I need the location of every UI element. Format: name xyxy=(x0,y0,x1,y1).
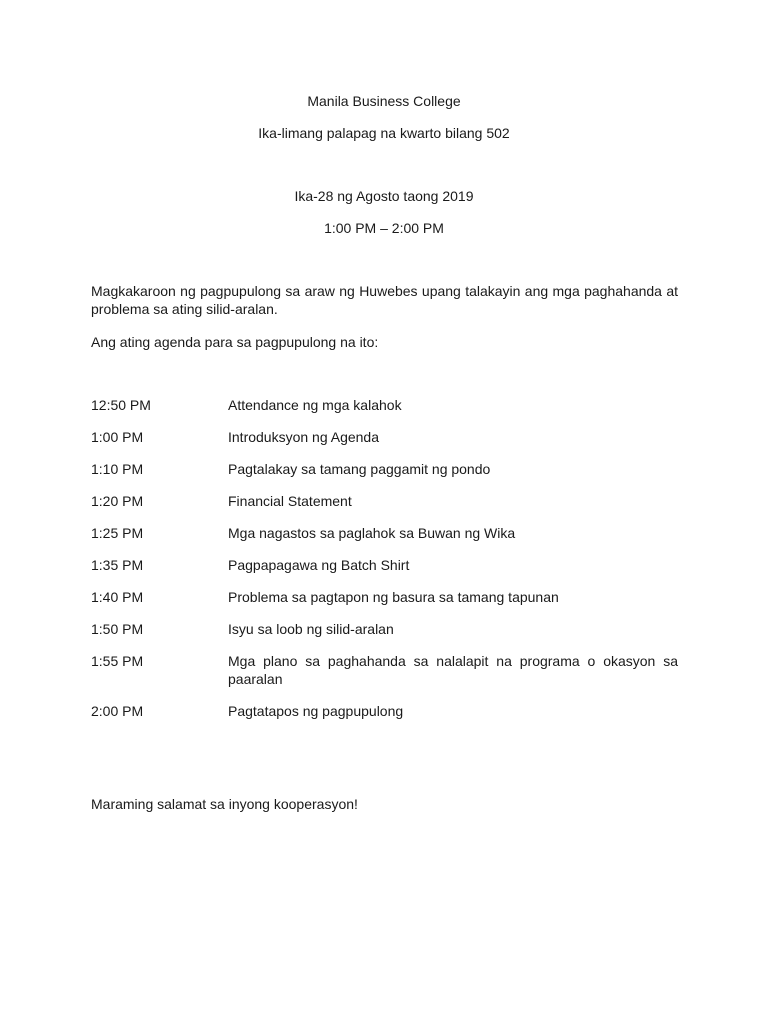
agenda-row xyxy=(91,428,678,446)
agenda-time: 1:55 PM xyxy=(91,653,144,669)
agenda-row xyxy=(91,396,678,414)
agenda-item: Pagtatapos ng pagpupulong xyxy=(228,703,404,719)
time-line: 1:00 PM – 2:00 PM xyxy=(324,220,444,236)
agenda-time: 12:50 PM xyxy=(91,397,151,413)
date-line: Ika-28 ng Agosto taong 2019 xyxy=(294,188,474,204)
school-name: Manila Business College xyxy=(307,93,461,109)
agenda-item: Mga nagastos sa paglahok sa Buwan ng Wika xyxy=(228,525,516,541)
agenda-item: Introduksyon ng Agenda xyxy=(228,429,380,445)
agenda-row xyxy=(91,588,678,606)
agenda-time: 1:25 PM xyxy=(91,525,144,541)
agenda-time: 1:35 PM xyxy=(91,557,144,573)
agenda-row xyxy=(91,460,678,478)
agenda-row xyxy=(91,492,678,510)
agenda-row xyxy=(91,652,678,688)
agenda-item: Attendance ng mga kalahok xyxy=(228,397,402,413)
agenda-item: Problema sa pagtapon ng basura sa tamang tapunan xyxy=(228,589,559,605)
agenda-time: 1:00 PM xyxy=(91,429,144,445)
agenda-time: 2:00 PM xyxy=(91,703,144,719)
agenda-list xyxy=(91,396,678,720)
agenda-item: Pagtalakay sa tamang paggamit ng pondo xyxy=(228,461,491,477)
agenda-time: 1:40 PM xyxy=(91,589,144,605)
agenda-row xyxy=(91,620,678,638)
agenda-time: 1:50 PM xyxy=(91,621,144,637)
room-line: Ika-limang palapag na kwarto bilang 502 xyxy=(258,125,510,141)
agenda-row xyxy=(91,524,678,542)
intro-paragraph: Magkakaroon ng pagpupulong sa araw ng Huwebes upang talakayin ang mga paghahanda at problema sa ating silid-aralan. xyxy=(91,283,678,317)
agenda-item: Financial Statement xyxy=(228,493,352,509)
agenda-time: 1:20 PM xyxy=(91,493,144,509)
agenda-item: Isyu sa loob ng silid-aralan xyxy=(228,621,394,637)
agenda-item: Pagpapagawa ng Batch Shirt xyxy=(228,557,410,573)
agenda-time: 1:10 PM xyxy=(91,461,144,477)
agenda-row xyxy=(91,556,678,574)
agenda-item: Mga plano sa paghahanda sa nalalapit na programa o okasyon sa paaralan xyxy=(228,653,678,687)
agenda-row xyxy=(91,702,678,720)
agenda-lead: Ang ating agenda para sa pagpupulong na ito: xyxy=(91,334,379,350)
closing-line: Maraming salamat sa inyong kooperasyon! xyxy=(91,796,358,812)
